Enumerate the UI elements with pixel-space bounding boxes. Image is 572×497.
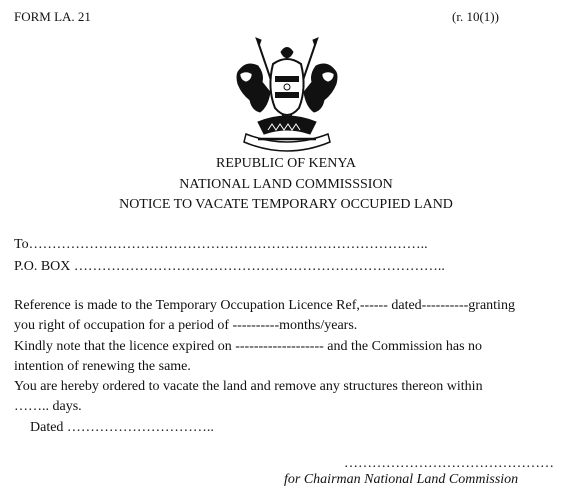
signature-line[interactable]: ……………………………………… xyxy=(344,456,554,471)
to-address-field[interactable]: To………………………………………………………………………….. xyxy=(14,237,428,252)
body-line: You are hereby ordered to vacate the land and remove any structures thereon within xyxy=(14,379,483,394)
body-line: …….. days. xyxy=(14,399,82,414)
body-line: you right of occupation for a period of ----------months/years. xyxy=(14,318,358,333)
title-republic: REPUBLIC OF KENYA xyxy=(215,156,356,171)
kenya-coat-of-arms-icon xyxy=(228,34,346,154)
body-line: intention of renewing the same. xyxy=(14,359,191,374)
dated-field[interactable]: Dated ………………………….. xyxy=(30,420,214,435)
form-number: FORM LA. 21 xyxy=(14,9,91,24)
title-notice: NOTICE TO VACATE TEMPORARY OCCUPIED LAND xyxy=(119,197,453,212)
title-commission: NATIONAL LAND COMMISSSION xyxy=(179,177,393,192)
body-line: Reference is made to the Temporary Occupation Licence Ref,------ dated----------granting xyxy=(14,298,515,313)
body-line: Kindly note that the licence expired on ------------------- and the Commission has no xyxy=(14,339,483,354)
signature-caption: for Chairman National Land Commission xyxy=(284,472,519,487)
rule-reference: (r. 10(1)) xyxy=(452,9,499,24)
pobox-field[interactable]: P.O. BOX …………………………………………………………………….. xyxy=(14,259,445,274)
